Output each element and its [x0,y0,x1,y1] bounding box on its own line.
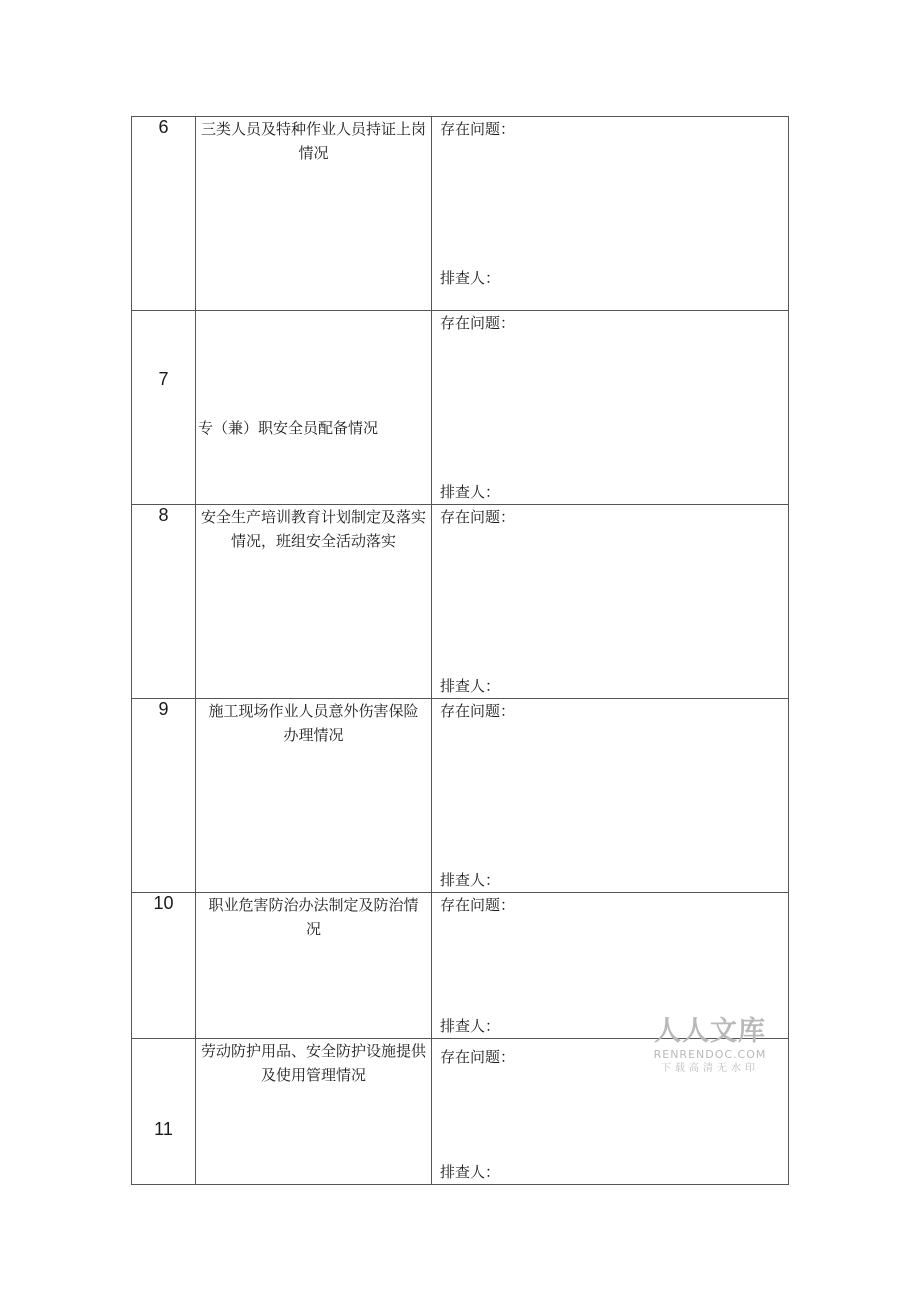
check-item-text: 专（兼）职安全员配备情况 [198,419,379,437]
check-item-text: 施工现场作业人员意外伤害保险办理情况 [208,702,419,744]
checker-label: 排查人： [440,483,501,501]
result-cell[interactable] [432,699,789,893]
check-item [196,311,432,505]
row-number-text: 11 [154,1119,173,1139]
result-cell[interactable] [432,117,789,311]
table-row [132,505,789,699]
checker-label: 排查人： [440,269,501,287]
problem-label: 存在问题： [440,896,516,914]
problem-label: 存在问题： [440,508,516,526]
check-item-text: 安全生产培训教育计划制定及落实情况，班组安全活动落实 [200,508,426,550]
table-row [132,893,789,1039]
problem-label: 存在问题： [440,702,516,720]
result-cell[interactable] [432,893,789,1039]
check-item [196,1039,432,1185]
row-number [132,311,196,505]
checker-label: 排查人： [440,1017,501,1035]
row-number: 9 [132,699,196,893]
row-number: 10 [132,893,196,1039]
row-number [132,1039,196,1185]
check-item-text: 职业危害防治办法制定及防治情况 [208,896,419,938]
table-row [132,117,789,311]
check-item [196,893,432,1039]
checker-label: 排查人： [440,1163,501,1181]
result-cell[interactable] [432,311,789,505]
check-item-text: 劳动防护用品、安全防护设施提供及使用管理情况 [200,1042,426,1084]
check-item [196,117,432,311]
check-item [196,505,432,699]
check-item-text: 三类人员及特种作业人员持证上岗情况 [200,120,426,162]
problem-label: 存在问题： [440,120,516,138]
row-number-text: 7 [158,369,169,389]
problem-label: 存在问题： [440,1048,516,1066]
watermark-domain: RENRENDOC.COM [653,1048,767,1061]
row-number: 6 [132,117,196,311]
check-item [196,699,432,893]
watermark-slogan: 下载高清无水印 [661,1063,759,1074]
inspection-table [131,116,789,1185]
result-cell[interactable] [432,1039,789,1185]
checker-label: 排查人： [440,677,501,695]
checker-label: 排查人： [440,871,501,889]
table-row [132,699,789,893]
problem-label: 存在问题： [440,314,516,332]
row-number: 8 [132,505,196,699]
table-row [132,311,789,505]
watermark-name: 人人文库 [654,1016,766,1047]
table-row [132,1039,789,1185]
result-cell[interactable] [432,505,789,699]
